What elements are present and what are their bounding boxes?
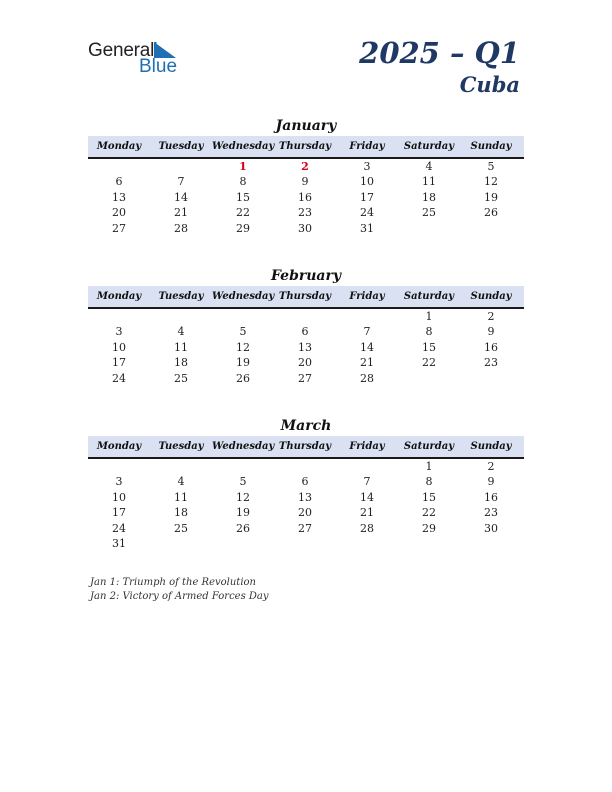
- day-cell: 15: [236, 190, 250, 204]
- day-cell: 26: [484, 206, 498, 220]
- day-cell: 7: [363, 325, 371, 339]
- day-cell: 18: [174, 356, 188, 370]
- weekday-header-row: [88, 136, 524, 159]
- month-name: February: [270, 268, 341, 284]
- day-cell: [336, 459, 398, 474]
- day-cell: 13: [112, 190, 126, 204]
- week-row: [88, 221, 524, 236]
- day-cell: 15: [422, 490, 436, 504]
- weekday-header: Friday: [349, 441, 385, 452]
- day-cell: 28: [360, 521, 374, 535]
- day-cell: [212, 309, 274, 324]
- day-cell: 28: [174, 221, 188, 235]
- weekday-header: Thursday: [278, 291, 332, 302]
- day-cell: 6: [301, 475, 309, 489]
- weekday-header: Tuesday: [158, 291, 204, 302]
- day-cell: 23: [484, 506, 498, 520]
- day-cell: 7: [363, 475, 371, 489]
- day-cell: 28: [360, 371, 374, 385]
- day-cell: 20: [298, 356, 312, 370]
- day-cell: 6: [115, 175, 123, 189]
- holiday-day-cell: 2: [301, 160, 309, 173]
- day-cell: 16: [484, 340, 498, 354]
- week-row: [88, 340, 524, 355]
- day-cell: [336, 536, 398, 551]
- week-row: [88, 324, 524, 339]
- day-cell: 6: [301, 325, 309, 339]
- weekday-header: Thursday: [278, 441, 332, 452]
- logo-word-general: General: [88, 40, 155, 61]
- day-cell: 3: [115, 475, 123, 489]
- weekday-header: Monday: [96, 291, 142, 302]
- day-cell: 19: [236, 506, 250, 520]
- day-cell: 25: [174, 371, 188, 385]
- month-calendar-march: [88, 416, 524, 551]
- day-cell: 3: [115, 325, 123, 339]
- day-cell: 26: [236, 371, 250, 385]
- weekday-header: Friday: [349, 141, 385, 152]
- day-cell: 31: [112, 536, 126, 550]
- weekday-header: Sunday: [470, 441, 512, 452]
- week-row: [88, 174, 524, 189]
- day-cell: 7: [177, 175, 185, 189]
- day-cell: 18: [174, 506, 188, 520]
- day-cell: 17: [112, 506, 126, 520]
- day-cell: 21: [360, 506, 374, 520]
- month-name: January: [275, 118, 337, 134]
- day-cell: 26: [236, 521, 250, 535]
- day-cell: 19: [236, 356, 250, 370]
- day-cell: [150, 459, 212, 474]
- day-cell: 5: [487, 160, 495, 173]
- day-cell: [212, 536, 274, 551]
- holiday-day-cell: 1: [239, 160, 247, 173]
- country-name: Cuba: [459, 72, 520, 97]
- weekday-header: Saturday: [403, 291, 455, 302]
- day-cell: [88, 459, 150, 474]
- day-cell: 2: [487, 460, 495, 473]
- day-cell: 20: [298, 506, 312, 520]
- weekday-header: Monday: [96, 141, 142, 152]
- day-cell: 25: [174, 521, 188, 535]
- weekday-header-row: [88, 286, 524, 309]
- week-row: [88, 521, 524, 536]
- day-cell: 1: [425, 460, 433, 473]
- day-cell: 10: [112, 340, 126, 354]
- week-row: [88, 459, 524, 474]
- day-cell: 13: [298, 340, 312, 354]
- weekday-header: Saturday: [403, 441, 455, 452]
- day-cell: 18: [422, 190, 436, 204]
- day-cell: 27: [298, 521, 312, 535]
- day-cell: 4: [425, 160, 433, 173]
- day-cell: 24: [112, 371, 126, 385]
- day-cell: 8: [425, 475, 433, 489]
- day-cell: [150, 536, 212, 551]
- day-cell: [460, 221, 522, 236]
- weekday-header: Thursday: [278, 141, 332, 152]
- day-cell: 5: [239, 325, 247, 339]
- day-cell: 27: [298, 371, 312, 385]
- weekday-header: Saturday: [403, 141, 455, 152]
- month-name: March: [280, 418, 332, 434]
- day-cell: 22: [236, 206, 250, 220]
- month-calendar-february: [88, 266, 524, 386]
- day-cell: 11: [174, 490, 188, 504]
- weekday-header: Monday: [96, 441, 142, 452]
- week-row: [88, 505, 524, 520]
- day-cell: 17: [360, 190, 374, 204]
- day-cell: 24: [112, 521, 126, 535]
- day-cell: 14: [174, 190, 188, 204]
- day-cell: 30: [484, 521, 498, 535]
- quarter-title: 2025 – Q1: [359, 36, 520, 70]
- day-cell: [336, 309, 398, 324]
- day-cell: 2: [487, 310, 495, 323]
- weekday-header: Tuesday: [158, 141, 204, 152]
- day-cell: 22: [422, 506, 436, 520]
- week-row: [88, 355, 524, 370]
- day-cell: [398, 371, 460, 386]
- day-cell: 4: [177, 325, 185, 339]
- day-cell: 27: [112, 221, 126, 235]
- day-cell: 3: [363, 160, 371, 173]
- day-cell: 9: [487, 475, 495, 489]
- weekday-header: Sunday: [470, 141, 512, 152]
- day-cell: 23: [298, 206, 312, 220]
- day-cell: 24: [360, 206, 374, 220]
- weekday-header: Wednesday: [212, 291, 275, 302]
- day-cell: [88, 159, 150, 174]
- day-cell: 29: [236, 221, 250, 235]
- month-calendar-january: [88, 116, 524, 236]
- week-row: [88, 536, 524, 551]
- day-cell: 13: [298, 490, 312, 504]
- day-cell: 19: [484, 190, 498, 204]
- day-cell: [460, 371, 522, 386]
- day-cell: 10: [112, 490, 126, 504]
- day-cell: [88, 309, 150, 324]
- day-cell: [398, 536, 460, 551]
- day-cell: 12: [484, 175, 498, 189]
- week-row: [88, 309, 524, 324]
- week-row: [88, 190, 524, 205]
- day-cell: 14: [360, 340, 374, 354]
- day-cell: [398, 221, 460, 236]
- weekday-header: Sunday: [470, 291, 512, 302]
- day-cell: 31: [360, 221, 374, 235]
- day-cell: [150, 309, 212, 324]
- day-cell: 25: [422, 206, 436, 220]
- holiday-note: Jan 2: Victory of Armed Forces Day: [90, 590, 269, 602]
- day-cell: 8: [239, 175, 247, 189]
- weekday-header: Friday: [349, 291, 385, 302]
- day-cell: 11: [422, 175, 436, 189]
- holiday-note: Jan 1: Triumph of the Revolution: [90, 577, 256, 588]
- weekday-header-row: [88, 436, 524, 459]
- day-cell: 17: [112, 356, 126, 370]
- day-cell: 9: [301, 175, 309, 189]
- day-cell: 9: [487, 325, 495, 339]
- weekday-header: Tuesday: [158, 441, 204, 452]
- weekday-header: Wednesday: [212, 441, 275, 452]
- holiday-notes: [90, 576, 269, 603]
- day-cell: 15: [422, 340, 436, 354]
- day-cell: 10: [360, 175, 374, 189]
- week-row: [88, 371, 524, 386]
- day-cell: 20: [112, 206, 126, 220]
- logo-word-blue: Blue: [139, 56, 178, 77]
- day-cell: 16: [484, 490, 498, 504]
- day-cell: 16: [298, 190, 312, 204]
- day-cell: 1: [425, 310, 433, 323]
- day-cell: 29: [422, 521, 436, 535]
- generalblue-logo: [88, 40, 188, 80]
- day-cell: 5: [239, 475, 247, 489]
- day-cell: 21: [174, 206, 188, 220]
- day-cell: [274, 536, 336, 551]
- day-cell: 22: [422, 356, 436, 370]
- day-cell: 4: [177, 475, 185, 489]
- day-cell: 21: [360, 356, 374, 370]
- day-cell: [460, 536, 522, 551]
- day-cell: [274, 459, 336, 474]
- weekday-header: Wednesday: [212, 141, 275, 152]
- page-title: [359, 34, 520, 98]
- day-cell: [274, 309, 336, 324]
- day-cell: 14: [360, 490, 374, 504]
- day-cell: 12: [236, 340, 250, 354]
- week-row: [88, 159, 524, 174]
- week-row: [88, 474, 524, 489]
- day-cell: [212, 459, 274, 474]
- day-cell: [150, 159, 212, 174]
- day-cell: 12: [236, 490, 250, 504]
- week-row: [88, 490, 524, 505]
- day-cell: 23: [484, 356, 498, 370]
- day-cell: 30: [298, 221, 312, 235]
- day-cell: 8: [425, 325, 433, 339]
- day-cell: 11: [174, 340, 188, 354]
- week-row: [88, 205, 524, 220]
